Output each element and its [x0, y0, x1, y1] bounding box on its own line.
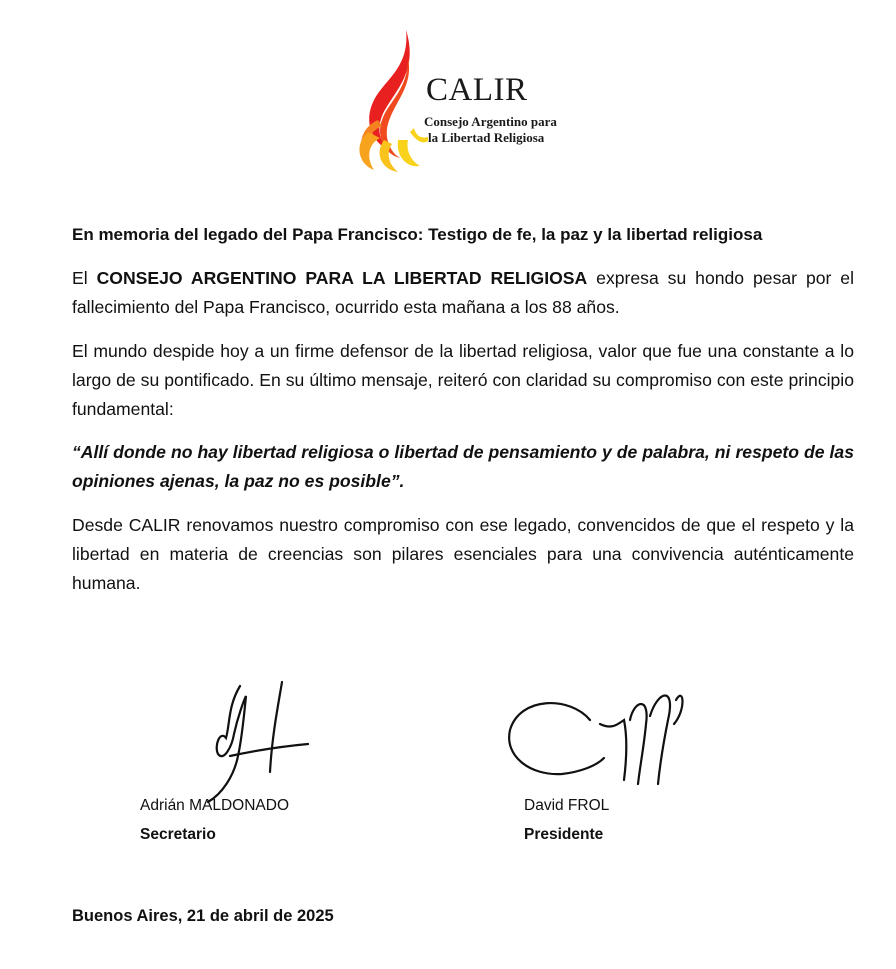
paragraph-tribute: El mundo despide hoy a un firme defensor de la libertad religiosa, valor que fue una constante a lo largo de su pontificado. En su último mensaje, reiteró con claridad su compromiso con este principio fundamental: — [72, 341, 854, 419]
calir-logo — [340, 28, 580, 178]
paragraph-commitment: Desde CALIR renovamos nuestro compromiso con ese legado, convencidos de que el respeto y la libertad en materia de creencias son pilares esenciales para una convivencia auténticamente humana. — [72, 515, 854, 593]
paragraph1-rest: expresa su hondo pesar por el fallecimiento del Papa Francisco, ocurrido esta mañana a los 88 años. — [72, 268, 854, 317]
document-title: En memoria del legado del Papa Francisco: Testigo de fe, la paz y la libertad religiosa — [72, 225, 763, 244]
president-role: Presidente — [524, 826, 604, 843]
organization-name: CONSEJO ARGENTINO PARA LA LIBERTAD RELIGIOSA — [96, 268, 588, 288]
logo-subtitle-line2: la Libertad Religiosa — [428, 130, 545, 145]
date-line: Buenos Aires, 21 de abril de 2025 — [72, 907, 334, 925]
logo-subtitle — [424, 114, 584, 146]
secretary-role: Secretario — [140, 826, 216, 843]
signature-secretary — [168, 676, 328, 806]
secretary-name: Adrián MALDONADO — [140, 797, 290, 814]
quote: “Allí donde no hay libertad religiosa o libertad de pensamiento y de palabra, ni respeto de las opiniones ajenas, la paz no es posible”. — [72, 442, 854, 491]
president-name: David FROL — [524, 797, 610, 814]
logo-subtitle-line1: Consejo Argentino para — [424, 114, 557, 129]
paragraph-condolence — [72, 264, 854, 322]
logo-acronym: CALIR — [426, 72, 528, 108]
signature-president — [500, 680, 700, 790]
paragraph1-lead: El — [72, 268, 97, 288]
flame-icon — [348, 28, 428, 178]
